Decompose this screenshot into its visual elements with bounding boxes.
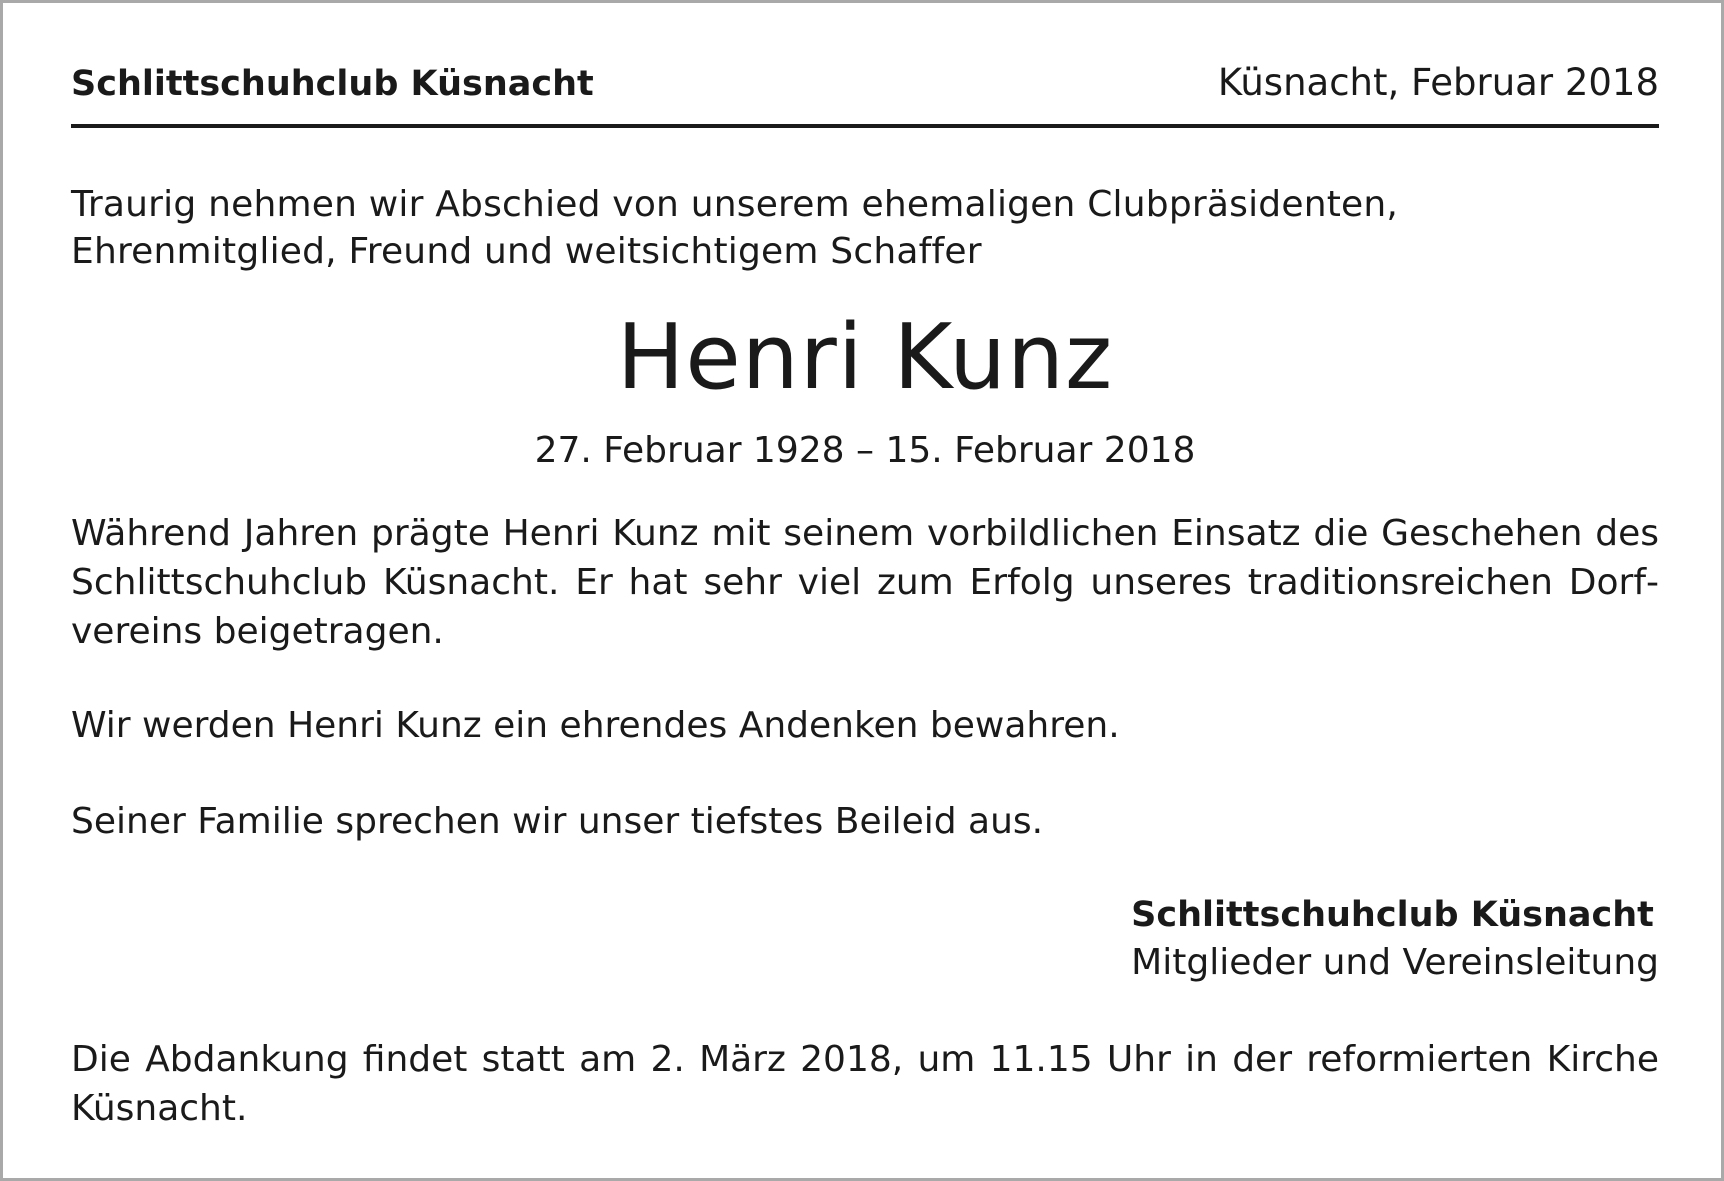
life-dates: 27. Februar 1928 – 15. Februar 2018 <box>534 430 1196 471</box>
signature-subtitle: Mitglieder und Vereinsleitung <box>1131 942 1659 983</box>
signature-block <box>1131 891 1659 987</box>
header-divider <box>71 124 1659 128</box>
signature-name: Schlittschuhclub Küsnacht <box>1131 895 1654 935</box>
tribute-paragraph: Während Jahren prägte Henri Kunz mit seinem vorbildlichen Einsatz die Geschehen des Schlittschuhclub Küsnacht. Er hat sehr viel zum Erfolg unseres traditionsreichen Dorfvereins beigetragen. <box>71 513 1659 652</box>
deceased-name: Henri Kunz <box>616 305 1114 410</box>
remembrance-paragraph: Wir werden Henri Kunz ein ehrendes Andenken bewahren. <box>71 705 1120 746</box>
intro-text: Traurig nehmen wir Abschied von unserem ehemaligen Clubpräsidenten, Ehrenmitglied, Freund und weitsichtigem Schaffer <box>71 184 1399 272</box>
place-date: Küsnacht, Februar 2018 <box>1217 61 1659 104</box>
notice-content <box>71 3 1659 1178</box>
header <box>71 61 1659 111</box>
funeral-notice: Die Abdankung findet statt am 2. März 2018, um 11.15 Uhr in der reformierten Kirche Küsnacht. <box>71 1039 1659 1129</box>
condolence-paragraph: Seiner Familie sprechen wir unser tiefstes Beileid aus. <box>71 801 1044 842</box>
club-name: Schlittschuhclub Küsnacht <box>71 64 594 104</box>
